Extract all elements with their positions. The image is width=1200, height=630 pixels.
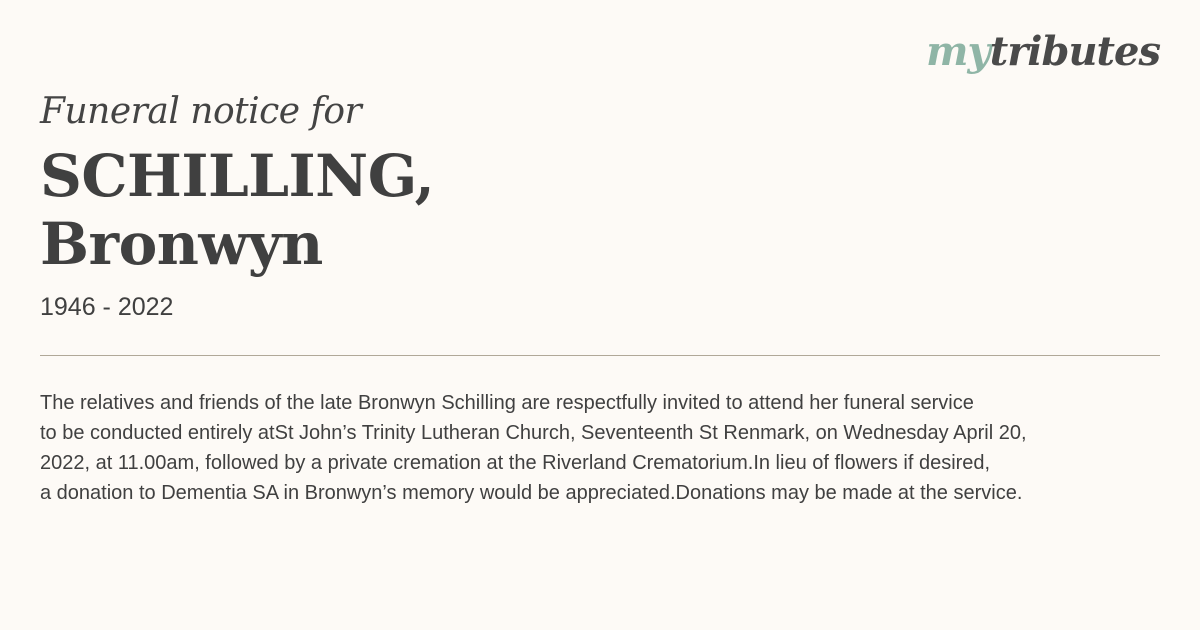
logo-prefix: my <box>926 28 990 75</box>
notice-line: 2022, at 11.00am, followed by a private cremation at the Riverland Crematorium.In lieu of flowers if desired, <box>40 452 991 474</box>
mytributes-logo[interactable] <box>926 28 1160 75</box>
notice-line: a donation to Dementia SA in Bronwyn’s memory would be appreciated.Donations may be made at the service. <box>40 482 1023 504</box>
notice-line: The relatives and friends of the late Bronwyn Schilling are respectfully invited to attend her funeral service <box>40 392 974 414</box>
deceased-surname: SCHILLING, <box>40 142 435 210</box>
notice-line: to be conducted entirely atSt John’s Trinity Lutheran Church, Seventeenth St Renmark, on Wednesday April 20, <box>40 422 1027 444</box>
divider <box>40 355 1160 356</box>
life-years: 1946 - 2022 <box>40 293 174 321</box>
notice-text <box>40 388 1165 508</box>
logo-suffix: tributes <box>989 28 1160 75</box>
notice-intro: Funeral notice for <box>40 91 362 132</box>
deceased-given-name: Bronwyn <box>40 210 323 278</box>
